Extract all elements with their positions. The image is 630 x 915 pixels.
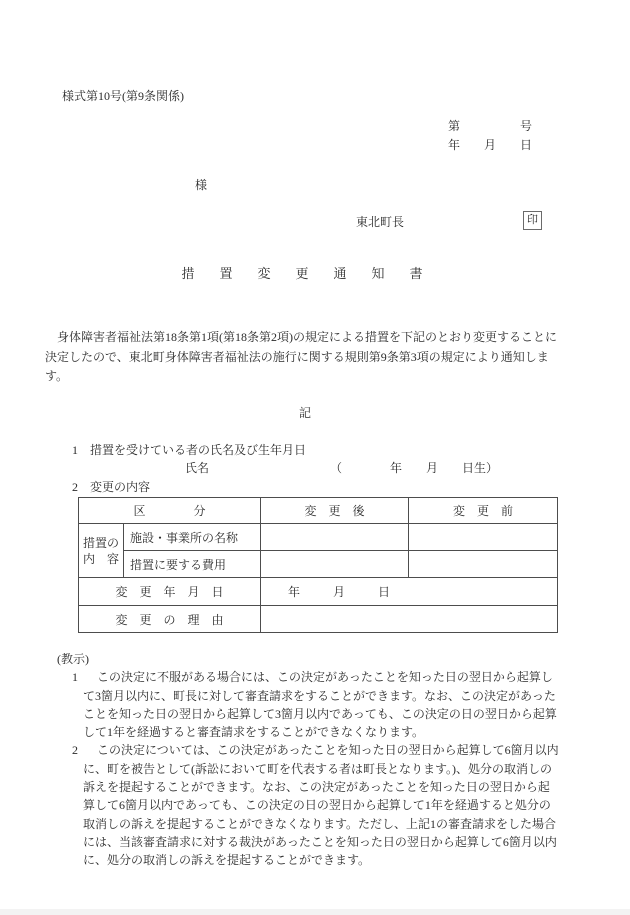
facility-after-cell [261,524,409,551]
seal-mark [523,211,542,230]
notice-item-2 [72,741,561,869]
notice-item-1 [72,668,561,741]
group-label-measure-content [79,524,124,578]
notice-section [57,650,561,870]
change-date-label: 変 更 年 月 日 [79,578,261,606]
table-row-cost [79,551,558,578]
header-before: 変 更 前 [409,498,558,524]
record-marker: 記 [298,406,311,420]
notice-item-1-text: この決定に不服がある場合には、この決定があったことを知った日の翌日から起算して3箇月以内に、町長に対して審査請求をすることができます。なお、この決定があったことを知った日の翌日から起算して3箇月以内であっても、この決定の日の翌日から起算して1年を経過すると審査請求をすることができなくなります。 [83,670,557,740]
facility-name-label: 施設・事業所の名称 [124,524,261,551]
doc-number-block [448,117,532,155]
page-bottom-edge [0,909,630,915]
change-reason-label: 変 更 の 理 由 [79,606,261,633]
notice-item-2-text: この決定については、この決定があったことを知った日の翌日から起算して6箇月以内に、町を被告として(訴訟において町を代表する者は町長となります。)、処分の取消しの訴えを提起することができます。なお、この決定があったことを知った日の翌日から起算して6箇月以内であっても、この決定の日の翌日から起算して1年を経過すると処分の取消しの訴えを提起することができなくなります。ただし、上記1の審査請求をした場合には、当該審査請求に対する裁決があったことを知った日の翌日から起算して6箇月以内に、処分の取消しの訴えを提起することができます。 [83,743,559,868]
header-after: 変 更 後 [261,498,409,524]
birthdate-field: （ 年 月 日生） [330,461,499,475]
document-title: 措 置 変 更 通 知 書 [181,266,429,281]
change-date-value: 年 月 日 [261,578,558,606]
facility-before-cell [409,524,558,551]
cost-label: 措置に要する費用 [124,551,261,578]
notice-item-1-number: 1 [72,670,78,685]
addressee-suffix: 様 [195,178,208,192]
header-category: 区 分 [79,498,261,524]
form-number: 様式第10号(第9条関係) [62,89,184,103]
notice-heading: (教示) [57,652,89,666]
item2-heading: 2 変更の内容 [72,480,151,494]
doc-number-line: 第 号 [447,119,532,133]
change-details-table [78,497,558,633]
table-row-change-date [79,578,558,606]
group-label-line2: 内 容 [82,551,119,566]
change-reason-cell [261,606,558,633]
name-field-label: 氏名 [185,461,210,475]
cost-before-cell [409,551,558,578]
group-label-line1: 措置の [82,535,119,550]
cost-after-cell [261,551,409,578]
item1-heading: 1 措置を受けている者の氏名及び生年月日 [72,443,307,457]
sender-name: 東北町長 [356,215,405,229]
body-paragraph: 身体障害者福祉法第18条第1項(第18条第2項)の規定による措置を下記のとおり変更することに決定したので、東北町身体障害者福祉法の施行に関する規則第9条第3項の規定により通知します。 [45,330,557,383]
seal-character: 印 [527,214,538,226]
table-row-facility [79,524,558,551]
notice-item-2-number: 2 [72,743,78,758]
table-row-change-reason [79,606,558,633]
table-header-row [79,498,558,524]
doc-date-line: 年 月 日 [447,138,532,152]
